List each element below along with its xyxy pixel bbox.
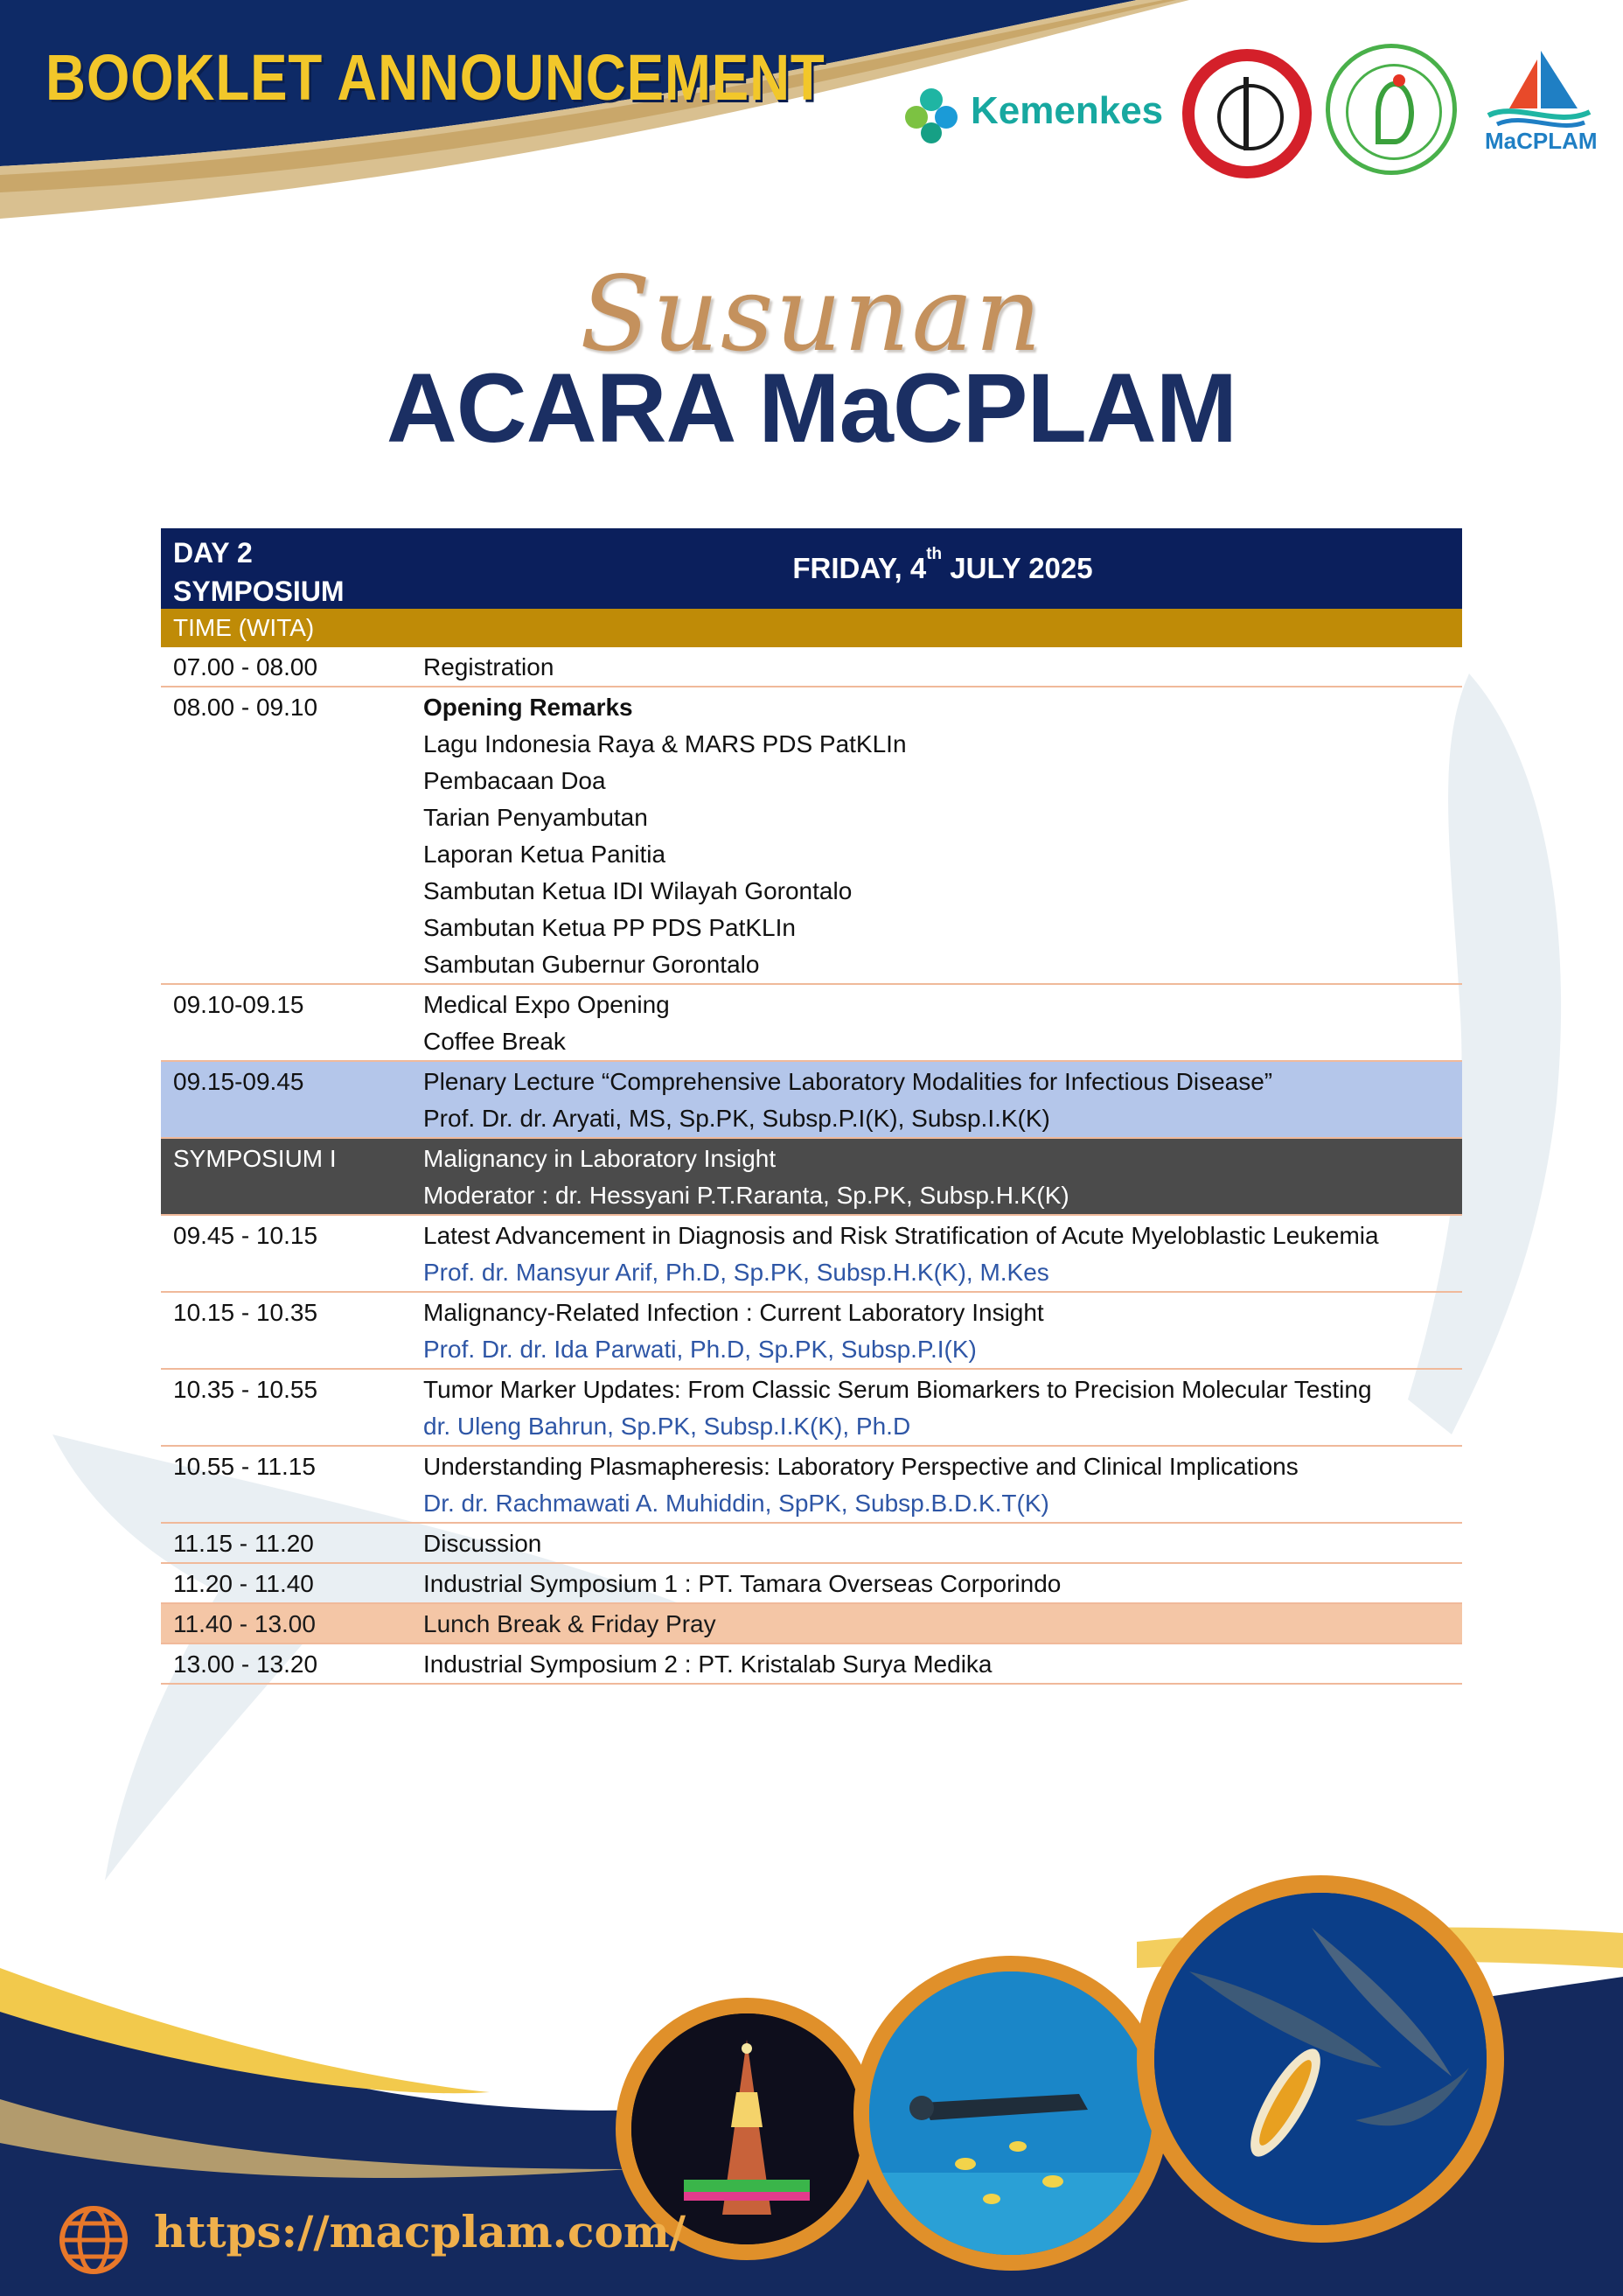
row-text: Discussion <box>423 1530 542 1557</box>
snorkeling-photo <box>853 1956 1168 2271</box>
row-speaker: Prof. dr. Mansyur Arif, Ph.D, Sp.PK, Subsp.H.K(K), M.Kes <box>423 1259 1049 1286</box>
title-main: ACARA MaCPLAM <box>386 353 1237 463</box>
macplam-logo-text: MaCPLAM <box>1485 128 1598 154</box>
table-row <box>161 1293 1462 1370</box>
row-text: Sambutan Ketua IDI Wilayah Gorontalo <box>423 877 853 904</box>
table-row <box>161 1524 1462 1564</box>
row-text: Moderator : dr. Hessyani P.T.Raranta, Sp.PK, Subsp.H.K(K) <box>423 1182 1069 1209</box>
row-text: Medical Expo Opening <box>423 991 670 1018</box>
table-row-lunch <box>161 1604 1462 1644</box>
row-time: 11.15 - 11.20 <box>173 1530 314 1557</box>
kemenkes-logo <box>901 80 1164 150</box>
title-script: Susunan <box>580 254 1043 374</box>
row-text: Tumor Marker Updates: From Classic Serum Biomarkers to Precision Molecular Testing <box>423 1376 1372 1403</box>
row-text: Sambutan Gubernur Gorontalo <box>423 951 760 978</box>
date-month-year: JULY 2025 <box>942 552 1093 584</box>
macplam-sail-icon <box>1480 47 1597 131</box>
table-row-symposium-header <box>161 1139 1462 1216</box>
day-label <box>161 528 423 609</box>
row-text: Latest Advancement in Diagnosis and Risk Stratification of Acute Myeloblastic Leukemia <box>423 1222 1379 1249</box>
row-text: Understanding Plasmapheresis: Laboratory Perspective and Clinical Implications <box>423 1453 1299 1480</box>
row-time: 09.15-09.45 <box>173 1068 304 1095</box>
row-time: 10.55 - 11.15 <box>173 1453 316 1480</box>
row-text: Registration <box>423 653 554 680</box>
row-text: Lagu Indonesia Raya & MARS PDS PatKLIn <box>423 730 907 757</box>
row-time: 08.00 - 09.10 <box>173 694 318 721</box>
table-row <box>161 687 1462 985</box>
row-text: Laporan Ketua Panitia <box>423 841 666 868</box>
row-text: Malignancy-Related Infection : Current Laboratory Insight <box>423 1299 1044 1326</box>
day-label-line1: DAY 2 <box>173 537 253 569</box>
whale-shark-photo <box>1137 1875 1504 2243</box>
table-row <box>161 985 1462 1062</box>
date-ordinal: th <box>926 545 943 563</box>
macplam-logo <box>1480 47 1597 178</box>
row-text: Plenary Lecture “Comprehensive Laboratory Modalities for Infectious Disease” <box>423 1068 1273 1095</box>
table-row <box>161 1564 1462 1604</box>
row-time: 10.35 - 10.55 <box>173 1376 318 1403</box>
table-row <box>161 647 1462 687</box>
row-heading: Opening Remarks <box>423 694 633 721</box>
row-text: Industrial Symposium 2 : PT. Kristalab Surya Medika <box>423 1650 993 1678</box>
row-text: Prof. Dr. dr. Aryati, MS, Sp.PK, Subsp.P.I(K), Subsp.I.K(K) <box>423 1105 1050 1132</box>
date-label <box>423 528 1462 609</box>
schedule-table <box>161 528 1462 1685</box>
row-time: 07.00 - 08.00 <box>173 653 318 680</box>
row-text: Tarian Penyambutan <box>423 804 648 831</box>
table-row <box>161 1447 1462 1524</box>
table-row <box>161 1644 1462 1685</box>
row-text: Malignancy in Laboratory Insight <box>423 1145 777 1172</box>
row-speaker: Prof. Dr. dr. Ida Parwati, Ph.D, Sp.PK, Subsp.P.I(K) <box>423 1336 977 1363</box>
row-text: Coffee Break <box>423 1028 566 1055</box>
row-speaker: Dr. dr. Rachmawati A. Muhiddin, SpPK, Subsp.B.D.K.T(K) <box>423 1490 1049 1517</box>
row-speaker: dr. Uleng Bahrun, Sp.PK, Subsp.I.K(K), Ph.D <box>423 1413 911 1440</box>
table-row <box>161 1370 1462 1447</box>
table-row <box>161 1216 1462 1293</box>
website-link[interactable]: https://macplam.com/ <box>154 2206 686 2258</box>
date-text: FRIDAY, 4 <box>792 552 927 584</box>
row-time: 10.15 - 10.35 <box>173 1299 318 1326</box>
booklet-title: BOOKLET ANNOUNCEMENT <box>45 41 825 114</box>
row-time: SYMPOSIUM I <box>173 1145 337 1172</box>
row-text: Industrial Symposium 1 : PT. Tamara Overseas Corporindo <box>423 1570 1062 1597</box>
row-time: 13.00 - 13.20 <box>173 1650 318 1678</box>
day-label-line2: SYMPOSIUM <box>173 576 345 607</box>
row-text: Pembacaan Doa <box>423 767 606 794</box>
row-time: 11.40 - 13.00 <box>173 1610 316 1637</box>
row-text: Sambutan Ketua PP PDS PatKLIn <box>423 914 796 941</box>
table-header <box>161 528 1462 609</box>
globe-icon <box>58 2204 129 2276</box>
row-time: 11.20 - 11.40 <box>173 1570 314 1597</box>
row-text: Lunch Break & Friday Pray <box>423 1610 716 1637</box>
time-zone-label: TIME (WITA) <box>161 609 1462 647</box>
kemenkes-logo-text: Kemenkes <box>971 89 1164 132</box>
row-time: 09.10-09.15 <box>173 991 304 1018</box>
table-row-plenary <box>161 1062 1462 1139</box>
patklin-logo <box>1326 44 1457 175</box>
idi-logo <box>1182 49 1312 178</box>
kemenkes-emblem-icon <box>901 84 962 145</box>
row-time: 09.45 - 10.15 <box>173 1222 318 1249</box>
